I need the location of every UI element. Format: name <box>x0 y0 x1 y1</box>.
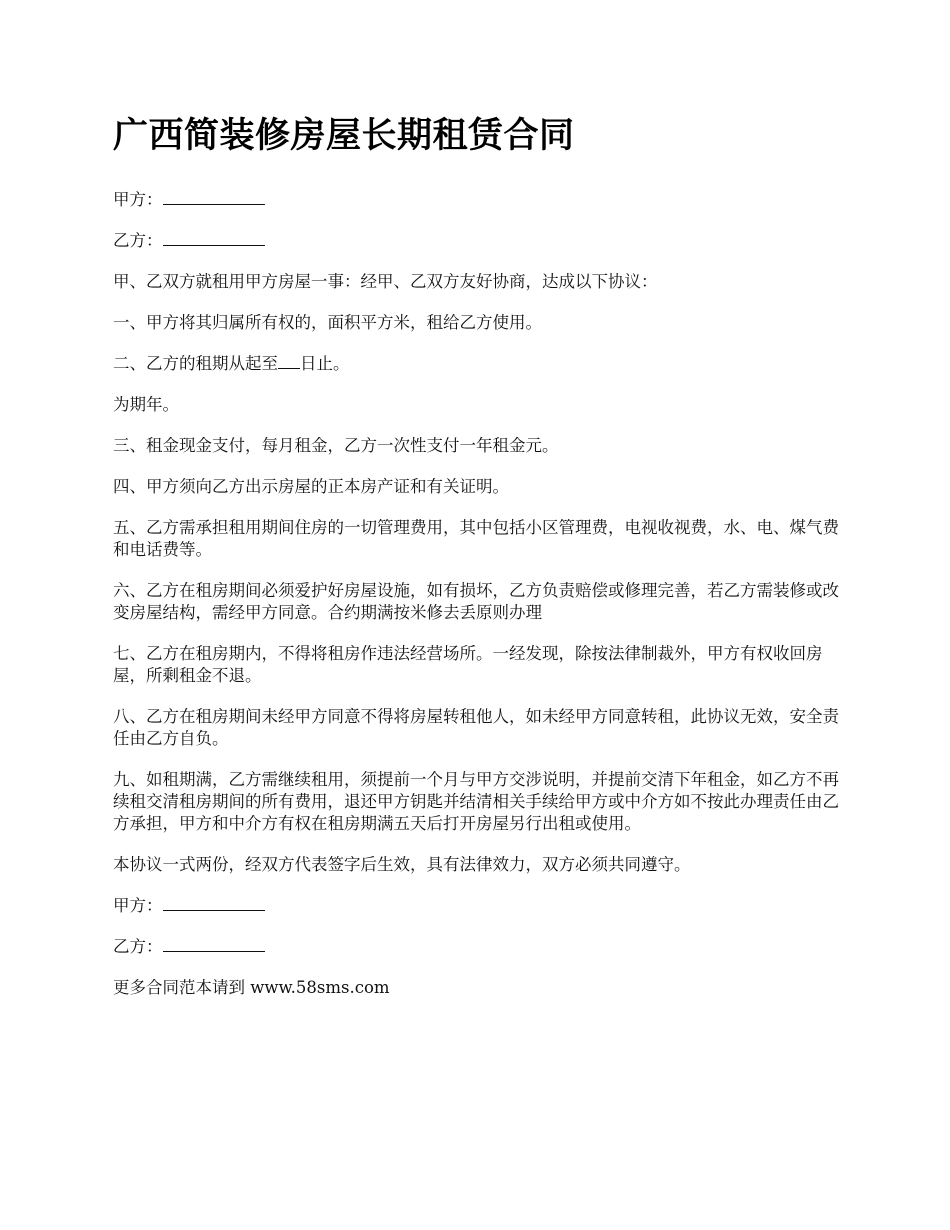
party-b-line-top <box>113 230 841 252</box>
party-a-signature-label: 甲方： <box>113 896 163 915</box>
party-a-line-bottom <box>113 895 841 917</box>
footer-note: 更多合同范本请到 www.58sms.com <box>113 978 390 997</box>
clause-2-continued: 为期年。 <box>113 395 179 414</box>
party-a-line-top <box>113 189 841 211</box>
clause-2-blank <box>278 354 300 369</box>
clause-2-after: 日止。 <box>300 354 350 373</box>
clause-9: 九、如租期满，乙方需继续租用，须提前一个月与甲方交涉说明，并提前交清下年租金，如乙方不再续租交清租房期间的所有费用，退还甲方钥匙并结清相关手续给甲方或中介方如不按此办理责任由乙方承担，甲方和中介方有权在租房期满五天后打开房屋另行出租或使用。 <box>113 770 839 833</box>
clause-4: 四、甲方须向乙方出示房屋的正本房产证和有关证明。 <box>113 477 509 496</box>
clause-2-before: 二、乙方的租期从起至 <box>113 354 278 373</box>
clause-3: 三、租金现金支付，每月租金，乙方一次性支付一年租金元。 <box>113 436 559 455</box>
party-a-label: 甲方： <box>113 190 163 209</box>
clause-7: 七、乙方在租房期内，不得将租房作违法经营场所。一经发现，除按法律制裁外，甲方有权收回房屋，所剩租金不退。 <box>113 644 823 685</box>
clause-5: 五、乙方需承担租用期间住房的一切管理费用，其中包括小区管理费，电视收视费，水、电、煤气费和电话费等。 <box>113 518 839 559</box>
clause-2 <box>113 353 841 375</box>
party-b-label: 乙方： <box>113 231 163 250</box>
clause-8: 八、乙方在租房期间未经甲方同意不得将房屋转租他人，如未经甲方同意转租，此协议无效，安全责任由乙方自负。 <box>113 707 839 748</box>
clause-6: 六、乙方在租房期间必须爱护好房屋设施，如有损坏，乙方负责赔偿或修理完善，若乙方需装修或改变房屋结构，需经甲方同意。合约期满按米修去丢原则办理 <box>113 581 839 622</box>
party-b-blank <box>163 231 265 246</box>
party-b-signature-blank <box>163 937 265 952</box>
closing-paragraph: 本协议一式两份，经双方代表签字后生效，具有法律效力，双方必须共同遵守。 <box>113 855 691 874</box>
party-a-blank <box>163 190 265 205</box>
party-a-signature-blank <box>163 896 265 911</box>
intro-paragraph: 甲、乙双方就租用甲方房屋一事：经甲、乙双方友好协商，达成以下协议： <box>113 272 658 291</box>
document-body <box>113 112 841 1018</box>
party-b-signature-label: 乙方： <box>113 937 163 956</box>
document-title: 广西简装修房屋长期租赁合同 <box>113 116 575 156</box>
clause-1: 一、甲方将其归属所有权的，面积平方米，租给乙方使用。 <box>113 313 542 332</box>
party-b-line-bottom <box>113 936 841 958</box>
